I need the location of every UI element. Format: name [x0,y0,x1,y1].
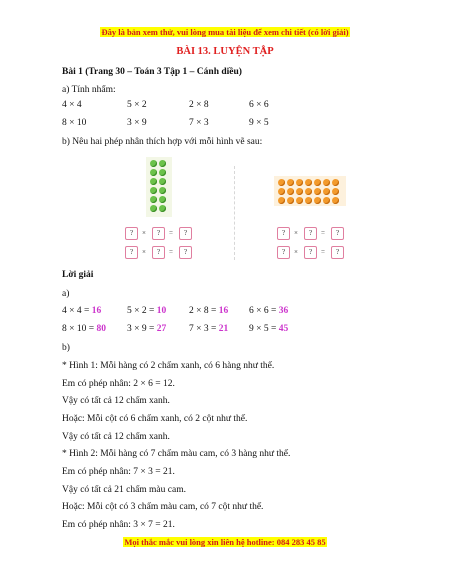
calc-cell: 8 × 10 [62,118,87,128]
placeholder-box: ? [152,246,165,259]
part-b-prompt: b) Nêu hai phép nhân thích hợp với mỗi hình vẽ sau: [62,137,263,147]
bottom-banner-text: Mọi thắc mắc vui lòng xin liên hệ hotline: 084 283 45 85 [124,537,326,547]
bottom-banner [0,537,450,547]
orange-dot [305,197,312,204]
answer-value: 16 [218,306,229,316]
top-banner-text: Đây là bản xem thử, vui lòng mua tài liệu để xem chi tiết (có lời giải) [101,27,349,37]
placeholder-box: ? [152,227,165,240]
placeholder-box: ? [179,246,192,259]
answer-cell: 8 × 10 = 80 [62,324,106,334]
orange-dot [314,197,321,204]
times-sign: × [294,248,298,256]
green-dot [150,196,157,203]
page-title: BÀI 13. LUYỆN TẬP [176,46,274,57]
orange-dot [332,197,339,204]
equals-sign: = [321,248,325,256]
green-dot [159,196,166,203]
green-dot [159,169,166,176]
answer-cell: 3 × 9 = 27 [127,324,167,334]
placeholder-box: ? [277,227,290,240]
calc-cell: 9 × 5 [249,118,269,128]
times-sign: × [294,229,298,237]
answer-value: 16 [91,306,102,316]
calc-cell: 3 × 9 [127,118,147,128]
top-banner [0,27,450,37]
solution-line: Em có phép nhân: 2 × 6 = 12. [62,379,175,389]
solution-a-label: a) [62,289,70,299]
answer-cell: 9 × 5 = 45 [249,324,289,334]
answer-cell: 6 × 6 = 36 [249,306,289,316]
solution-line: Vậy có tất cả 12 chấm xanh. [62,432,170,442]
green-dot [150,178,157,185]
solution-line: * Hình 1: Mỗi hàng có 2 chấm xanh, có 6 hàng như thế. [62,361,275,371]
green-dot [150,187,157,194]
orange-dot [287,197,294,204]
placeholder-box: ? [331,227,344,240]
orange-dot [332,188,339,195]
solution-line: * Hình 2: Mỗi hàng có 7 chấm màu cam, có 3 hàng như thế. [62,449,291,459]
orange-dot [296,188,303,195]
equals-sign: = [321,229,325,237]
orange-dot [305,188,312,195]
calc-cell: 7 × 3 [189,118,209,128]
equals-sign: = [169,229,173,237]
answer-value: 21 [218,324,229,334]
green-dot [150,169,157,176]
orange-dot [278,188,285,195]
orange-dot [296,197,303,204]
solution-heading: Lời giải [62,270,94,280]
answer-value: 36 [278,306,289,316]
answer-value: 80 [96,324,106,334]
solution-line: Hoặc: Mỗi cột có 6 chấm xanh, có 2 cột như thế. [62,414,248,424]
orange-dot [287,188,294,195]
orange-dot [296,179,303,186]
orange-dot [305,179,312,186]
figure-divider [234,166,235,260]
answer-cell: 7 × 3 = 21 [189,324,229,334]
green-dot [159,178,166,185]
orange-dot [278,179,285,186]
placeholder-box: ? [277,246,290,259]
placeholder-box: ? [304,227,317,240]
green-dot [150,160,157,167]
solution-line: Em có phép nhân: 7 × 3 = 21. [62,467,175,477]
part-a-prompt: a) Tính nhẩm: [62,85,116,95]
placeholder-box: ? [125,246,138,259]
orange-dot [323,188,330,195]
orange-dot [323,197,330,204]
solution-line: Hoặc: Mỗi cột có 3 chấm màu cam, có 7 cột như thế. [62,502,264,512]
calc-cell: 5 × 2 [127,100,147,110]
answer-value: 45 [278,324,289,334]
orange-dot [287,179,294,186]
times-sign: × [142,248,146,256]
green-dots-panel [146,157,172,217]
times-sign: × [142,229,146,237]
solution-b-label: b) [62,343,70,353]
answer-cell: 5 × 2 = 10 [127,306,167,316]
orange-dot [314,179,321,186]
answer-value: 10 [156,306,167,316]
calc-cell: 4 × 4 [62,100,82,110]
solution-line: Vậy có tất cả 21 chấm màu cam. [62,485,186,495]
orange-dot [314,188,321,195]
green-dot [159,187,166,194]
placeholder-box: ? [331,246,344,259]
orange-dot [332,179,339,186]
placeholder-box: ? [179,227,192,240]
orange-dot [323,179,330,186]
calc-cell: 6 × 6 [249,100,269,110]
equals-sign: = [169,248,173,256]
green-dot [150,205,157,212]
orange-dot [278,197,285,204]
orange-dots-panel [274,176,346,206]
answer-cell: 4 × 4 = 16 [62,306,102,316]
solution-line: Em có phép nhân: 3 × 7 = 21. [62,520,175,530]
placeholder-box: ? [304,246,317,259]
exercise-heading: Bài 1 (Trang 30 – Toán 3 Tập 1 – Cánh diều) [62,67,242,77]
placeholder-box: ? [125,227,138,240]
calc-cell: 2 × 8 [189,100,209,110]
solution-line: Vậy có tất cả 12 chấm xanh. [62,396,170,406]
green-dot [159,160,166,167]
answer-cell: 2 × 8 = 16 [189,306,229,316]
answer-value: 27 [156,324,167,334]
green-dot [159,205,166,212]
